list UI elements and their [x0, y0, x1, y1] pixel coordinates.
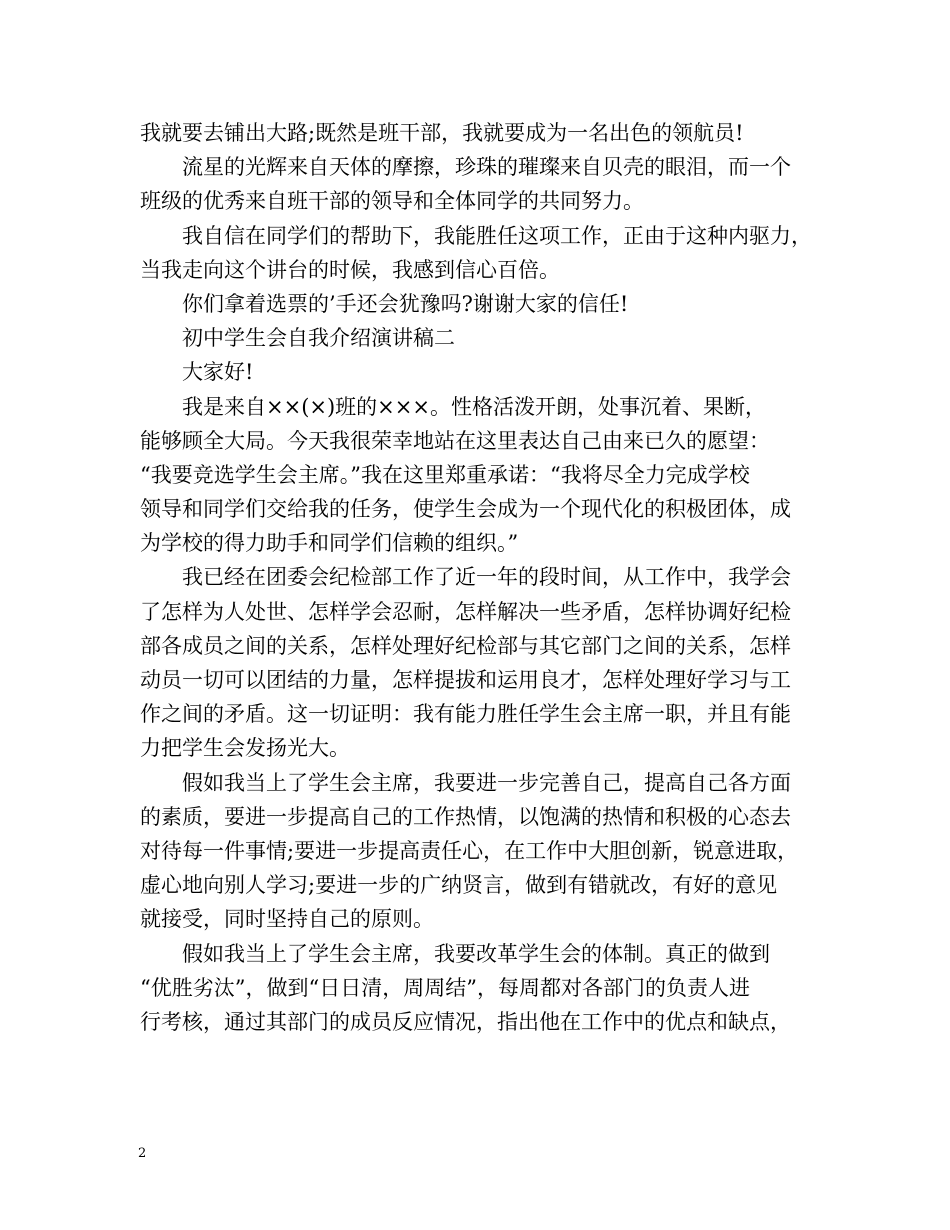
text-line: “我要竞选学生会主席。”我在这里郑重承诺：“我将尽全力完成学校 [140, 462, 750, 487]
text-line: 我就要去铺出大路;既然是班干部，我就要成为一名出色的领航员! [140, 121, 744, 145]
text-line: 领导和同学们交给我的任务，使学生会成为一个现代化的积极团体，成 [140, 497, 791, 522]
document-body [140, 116, 820, 1039]
text-line: 作之间的矛盾。这一切证明：我有能力胜任学生会主席一职，并且有能 [140, 702, 791, 727]
text-line: 你们拿着选票的’手还会犹豫吗?谢谢大家的信任! [182, 291, 629, 316]
text-line: 假如我当上了学生会主席，我要进一步完善自己，提高自己各方面 [182, 770, 791, 795]
text-line: 力把学生会发扬光大。 [140, 736, 350, 761]
page-number: 2 [138, 1146, 147, 1161]
text-line: 我是来自××(×)班的×××。性格活泼开朗，处事沉着、果断， [182, 394, 766, 419]
text-line: 为学校的得力助手和同学们信赖的组织。” [140, 531, 519, 556]
text-line: 部各成员之间的关系，怎样处理好纪检部与其它部门之间的关系，怎样 [140, 633, 791, 658]
text-line: 流星的光辉来自天体的摩擦，珍珠的璀璨来自贝壳的眼泪，而一个 [182, 155, 791, 180]
text-line: 动员一切可以团结的力量，怎样提拔和运用良才，怎样处理好学习与工 [140, 668, 791, 692]
text-line: 班级的优秀来自班干部的领导和全体同学的共同努力。 [140, 189, 644, 214]
text-line: 我已经在团委会纪检部工作了近一年的段时间，从工作中，我学会 [182, 565, 791, 590]
text-line: 的素质，要进一步提高自己的工作热情，以饱满的热情和积极的心态去 [140, 804, 791, 829]
text-line: 虚心地向别人学习;要进一步的广纳贤言，做到有错就改，有好的意见 [140, 873, 778, 898]
text-line: 大家好! [182, 360, 254, 385]
text-line: 对待每一件事情;要进一步提高责任心，在工作中大胆创新，锐意进取， [140, 838, 799, 863]
text-line: 假如我当上了学生会主席，我要改革学生会的体制。真正的做到 [182, 941, 770, 966]
text-line: 当我走向这个讲台的时候，我感到信心百倍。 [140, 257, 560, 282]
text-line: 我自信在同学们的帮助下，我能胜任这项工作，正由于这种内驱力， [182, 223, 812, 248]
text-line: 了怎样为人处世、怎样学会忍耐，怎样解决一些矛盾，怎样协调好纪检 [140, 599, 791, 624]
text-line: 就接受，同时坚持自己的原则。 [140, 907, 434, 932]
text-line: 行考核，通过其部门的成员反应情况，指出他在工作中的优点和缺点， [140, 1009, 791, 1034]
text-line: 能够顾全大局。今天我很荣幸地站在这里表达自己由来已久的愿望： [140, 428, 770, 453]
text-line: 初中学生会自我介绍演讲稿二 [182, 326, 455, 351]
text-line: “优胜劣汰”，做到“日日清，周周结”，每周都对各部门的负责人进 [140, 975, 750, 1000]
